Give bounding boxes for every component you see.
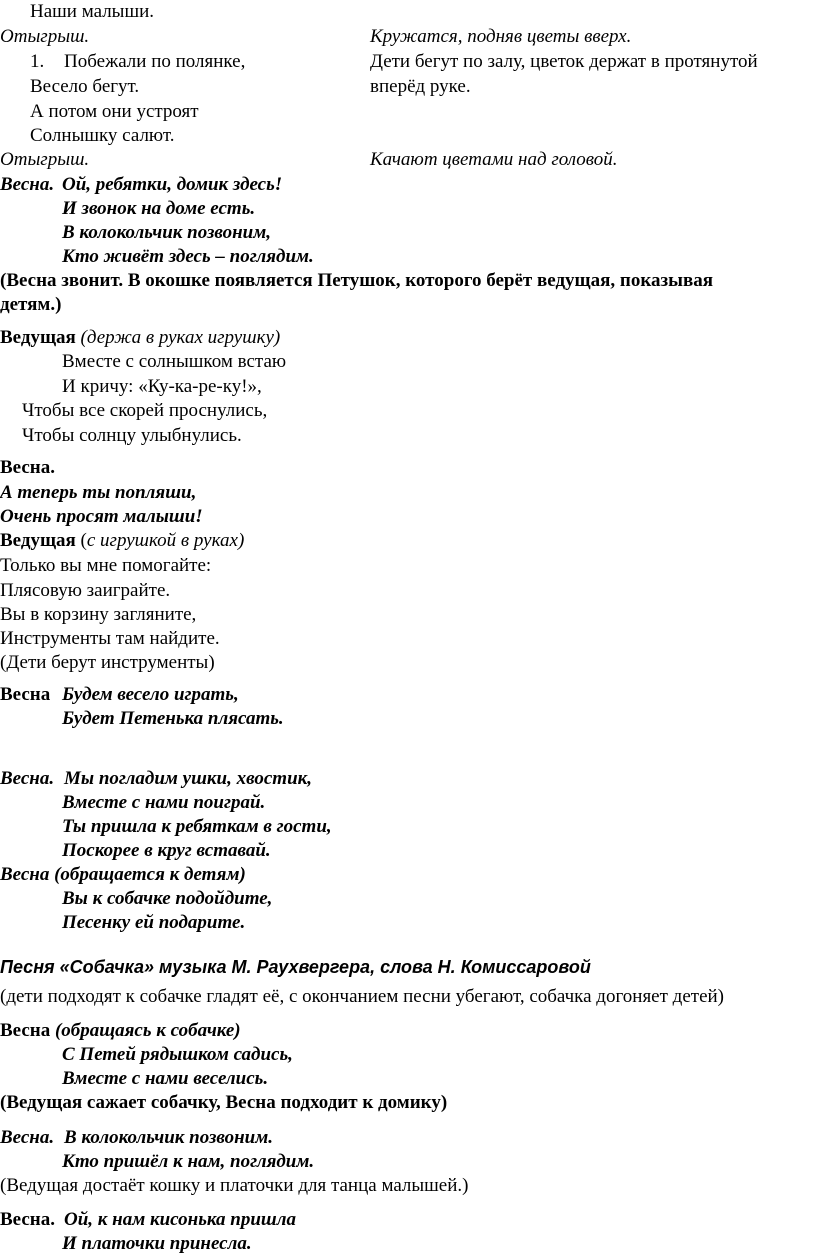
song-title: Наши малыши. — [30, 1, 154, 22]
speaker-vesna: Весна. — [0, 174, 55, 195]
vesna-line: Кто пришёл к нам, поглядим. — [62, 1151, 315, 1172]
vesna-line: Ой, к нам кисонька пришла — [64, 1209, 296, 1230]
vesna-line: Очень просят малыши! — [0, 506, 203, 527]
vesna-line: Поскорее в круг вставай. — [62, 840, 271, 861]
host-line: (Дети берут инструменты) — [0, 652, 215, 673]
speaker-host-line — [0, 529, 244, 553]
host-line: Вы в корзину загляните, — [0, 604, 197, 625]
stage-direction: (Ведущая достаёт кошку и платочки для танца малышей.) — [0, 1175, 469, 1196]
speaker-host: Ведущая — [0, 327, 76, 348]
host-line: И кричу: «Ку-ка-ре-ку!», — [62, 376, 262, 397]
verse-line: А потом они устроят — [30, 101, 199, 122]
verse-line: Побежали по полянке, — [64, 51, 246, 72]
speaker-vesna-line — [0, 1019, 241, 1043]
speaker-host: Ведущая — [0, 530, 76, 551]
vesna-line: Будем весело играть, — [62, 684, 239, 705]
verse-line: Солнышку салют. — [30, 125, 175, 146]
host-note: (держа в руках игрушку) — [80, 327, 281, 348]
vesna-line: Вы к собачке подойдите, — [62, 888, 273, 909]
vesna-line: С Петей рядышком садись, — [62, 1044, 293, 1065]
stage-direction: (Весна звонит. В окошке появляется Петушок, которого берёт ведущая, показывая — [0, 270, 713, 291]
verse-action-line: Дети бегут по залу, цветок держат в протянутой — [370, 51, 758, 72]
vesna-line: Ты пришла к ребяткам в гости, — [62, 816, 332, 837]
host-line: Вместе с солнышком встаю — [62, 351, 287, 372]
interlude-label: Отыгрыш. — [0, 149, 90, 170]
vesna-line: И платочки принесла. — [62, 1233, 252, 1254]
host-line: Чтобы солнцу улыбнулись. — [22, 425, 242, 446]
vesna-line: В колокольчик позвоним, — [62, 222, 272, 243]
vesna-line: Кто живёт здесь – поглядим. — [62, 246, 314, 267]
song-note: (дети подходят к собачке гладят её, с окончанием песни убегают, собачка догоняет детей) — [0, 986, 724, 1007]
vesna-line: И звонок на доме есть. — [62, 198, 256, 219]
speaker-vesna: Весна. — [0, 1209, 55, 1230]
vesna-note: (обращаясь к собачке) — [54, 1020, 241, 1041]
host-line: Инструменты там найдите. — [0, 628, 220, 649]
host-note-open: ( — [75, 530, 87, 551]
vesna-line: Ой, ребятки, домик здесь! — [62, 174, 283, 195]
speaker-vesna: Весна. — [0, 457, 55, 478]
stage-direction: (Ведущая сажает собачку, Весна подходит к домику) — [0, 1092, 448, 1113]
stage-direction: детям.) — [0, 294, 62, 315]
host-line: Чтобы все скорей проснулись, — [22, 400, 268, 421]
verse-line: Весело бегут. — [30, 76, 140, 97]
interlude-label: Отыгрыш. — [0, 26, 90, 47]
vesna-line: Песенку ей подарите. — [62, 912, 246, 933]
song-title: Песня «Собачка» музыка М. Раухвергера, слова Н. Комиссаровой — [0, 957, 591, 977]
verse-action-line: вперёд руке. — [370, 76, 471, 97]
speaker-vesna: Весна. — [0, 1127, 55, 1148]
verse-number: 1. — [30, 51, 45, 72]
vesna-line: Вместе с нами поиграй. — [62, 792, 266, 813]
vesna-line: А теперь ты попляши, — [0, 482, 197, 503]
interlude-action: Качают цветами над головой. — [370, 149, 618, 170]
host-line: Только вы мне помогайте: — [0, 555, 212, 576]
speaker-vesna-heading: Весна (обращается к детям) — [0, 864, 246, 885]
interlude-action: Кружатся, подняв цветы вверх. — [370, 26, 632, 47]
vesna-line: В колокольчик позвоним. — [64, 1127, 274, 1148]
vesna-line: Будет Петенька плясать. — [62, 708, 284, 729]
speaker-vesna: Весна. — [0, 768, 55, 789]
speaker-vesna: Весна — [0, 684, 51, 705]
host-note: с игрушкой в руках) — [86, 530, 245, 551]
speaker-host-line — [0, 326, 280, 350]
host-line: Плясовую заиграйте. — [0, 580, 171, 601]
vesna-line: Вместе с нами веселись. — [62, 1068, 269, 1089]
speaker-vesna: Весна — [0, 1020, 51, 1041]
vesna-line: Мы погладим ушки, хвостик, — [64, 768, 313, 789]
